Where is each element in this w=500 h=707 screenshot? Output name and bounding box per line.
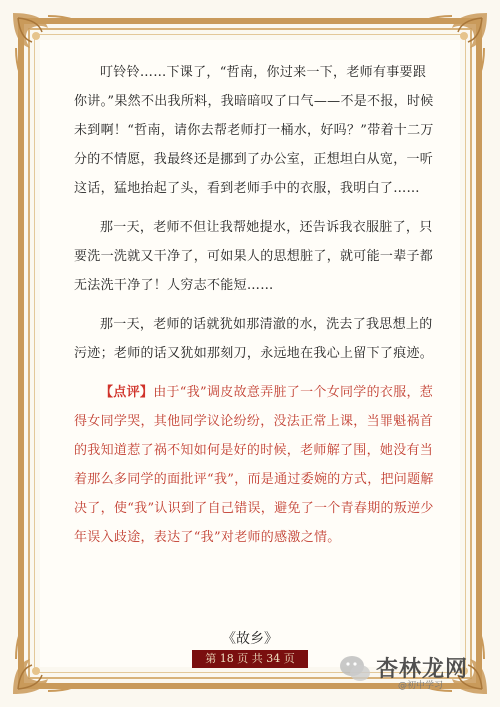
watermark-text: 杏林龙网 bbox=[376, 657, 469, 682]
comment-tag: 【点评】 bbox=[100, 385, 154, 400]
page-number-badge: 第 18 页 共 34 页 bbox=[192, 650, 308, 668]
corner-ornament-icon bbox=[8, 8, 78, 78]
paragraph-2: 那一天，老师不但让我帮她提水，还告诉我衣服脏了，只要洗一洗就又干净了，可如果人的思想脏了，就可能一辈子都无法洗干净了！人穷志不能短…… bbox=[74, 220, 434, 293]
comment-text: 由于“我”调皮故意弄脏了一个女同学的衣服，惹得女同学哭，其他同学议论纷纷，没法正常上课，当罪魁祸首的我知道惹了祸不知如何是好的时候，老师解了围，她没有当着那么多同学的面批评“我”，而是通过委婉的方式，把问题解决了，使“我”认识到了自己错误，避免了一个青春期的叛逆少年误入歧途，表达了“我”对老师的感激之情。 bbox=[74, 385, 434, 545]
paragraph-3: 那一天，老师的话就犹如那清澈的水，洗去了我思想上的污迹；老师的话又犹如那刻刀，永远地在我心上留下了痕迹。 bbox=[74, 317, 434, 361]
paragraph-1: 叮铃铃……下课了，“哲南，你过来一下，老师有事要跟你讲。”果然不出我所料，我暗暗叹了口气——不是不报，时候未到啊！“哲南，请你去帮老师打一桶水，好吗？”带着十二万分的不情愿，我最终还是挪到了办公室，正想坦白从宽，一听这话，猛地抬起了头，看到老师手中的衣服，我明白了…… bbox=[74, 65, 434, 196]
comment-paragraph bbox=[74, 378, 436, 552]
watermark-subtext: @初中学习 bbox=[398, 681, 444, 691]
wechat-icon bbox=[338, 652, 372, 686]
article-body bbox=[74, 58, 436, 552]
site-watermark bbox=[338, 650, 488, 692]
footer-title: 《故乡》 bbox=[222, 631, 278, 647]
